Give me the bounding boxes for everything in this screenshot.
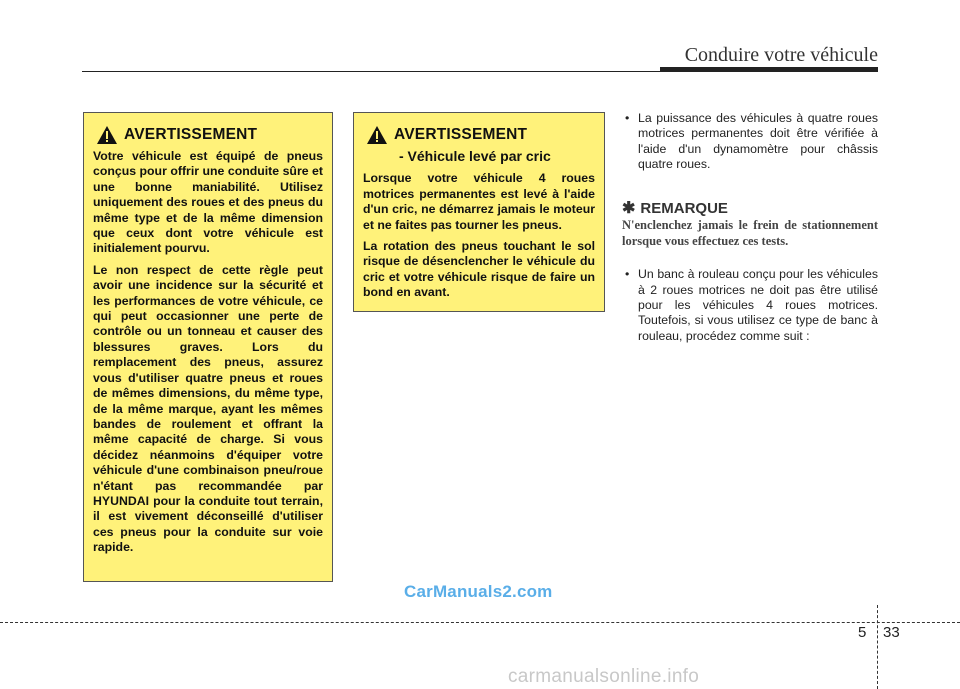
warning-subtitle: - Véhicule levé par cric <box>399 148 551 164</box>
remark-text: N'enclenchez jamais le frein de stationnement lorsque vous effectuez ces tests. <box>622 218 878 248</box>
bullet-icon: • <box>625 267 630 282</box>
warning-triangle-icon <box>366 125 388 145</box>
warning-header <box>363 125 595 145</box>
warning-box-jack <box>353 112 605 312</box>
watermark-link[interactable]: CarManuals2.com <box>404 582 553 601</box>
chapter-title: Conduire votre véhicule <box>684 44 878 66</box>
list-item-text: Un banc à rouleau conçu pour les véhicules à 2 roues motrices ne doit pas être utilisé pour les véhicules 4 roues motrices. Toutefois, si vous utilisez ce type de banc à rouleau, procédez comme suit : <box>638 267 878 343</box>
warning-paragraph: La rotation des pneus touchant le sol risque de désenclencher le véhicule du cric et votre véhicule risque de faire un bond en avant. <box>363 239 595 300</box>
warning-title: AVERTISSEMENT <box>124 126 258 144</box>
footer-divider <box>877 605 878 689</box>
warning-title: AVERTISSEMENT <box>394 126 528 144</box>
footer-rule <box>0 622 960 623</box>
list-item <box>622 111 878 173</box>
list-item <box>622 267 878 344</box>
remark-star-icon: ✱ <box>622 199 636 217</box>
warning-box-tires <box>83 112 333 582</box>
remark-title: REMARQUE <box>640 199 728 217</box>
warning-header <box>93 125 323 145</box>
remark-header <box>622 201 878 216</box>
warning-triangle-icon <box>96 125 118 145</box>
bullet-icon: • <box>625 111 630 125</box>
header-rule-accent <box>660 67 878 72</box>
chapter-number: 5 <box>858 624 867 641</box>
page-number: 33 <box>883 624 900 641</box>
source-watermark: carmanualsonline.info <box>508 666 700 687</box>
warning-paragraph: Le non respect de cette règle peut avoir une incidence sur la sécurité et les performances de votre véhicule, ce qui peut occasionner une perte de contrôle ou un tonneau et causer des blessures graves. Lors du remplacement des pneus, assurez vous d'utiliser quatre pneus et roues de mêmes dimensions, du même type, de la même marque, ayant les mêmes bandes de roulement et offrant la même capacité de charge. Si vous décidez néanmoins d'équiper votre véhicule d'une combinaison pneu/roue n'étant pas recommandée par HYUNDAI pour la conduite tout terrain, il est vivement déconseillé d'utiliser ces pneus pour la conduite sur voie rapide. <box>93 262 323 555</box>
list-item-text: La puissance des véhicules à quatre roues motrices permanentes doit être vérifiée à l'aide d'un dynamomètre pour châssis quatre roues. <box>638 111 878 172</box>
warning-paragraph: Lorsque votre véhicule 4 roues motrices permanentes est levé à l'aide d'un cric, ne démarrez jamais le moteur et ne faites pas tourner les pneus. <box>363 171 595 232</box>
warning-paragraph: Votre véhicule est équipé de pneus conçus pour offrir une conduite sûre et une bonne maniabilité. Utilisez uniquement des roues et des pneus du même type et de la même dimension que ceux dont votre véhicule est initialement pourvu. <box>93 149 323 256</box>
right-column <box>622 111 878 344</box>
